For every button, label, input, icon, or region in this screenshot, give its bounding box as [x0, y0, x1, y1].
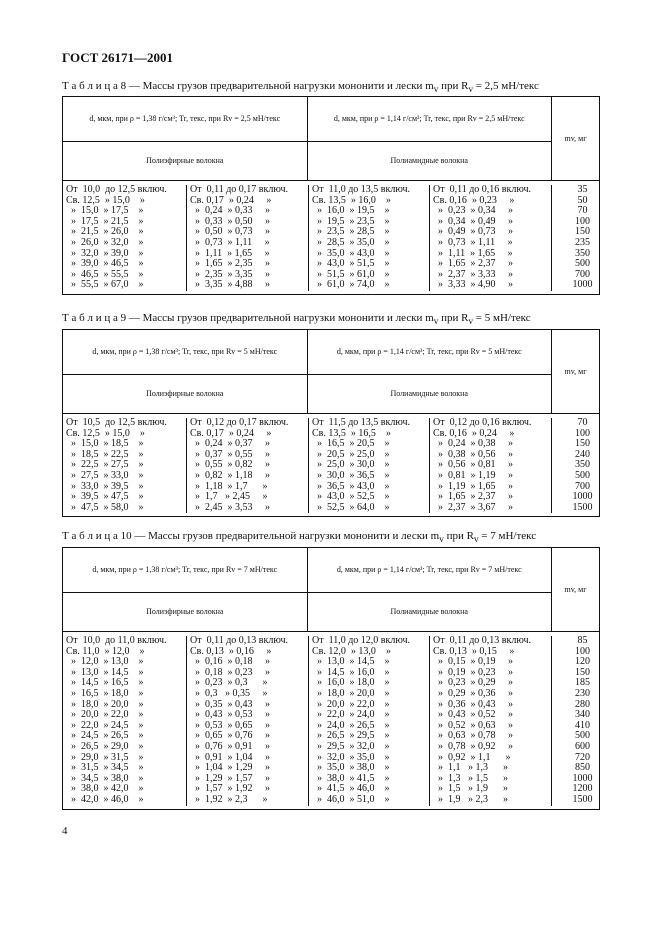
table-cell: » 25,0 » 30,0 »	[312, 459, 390, 471]
page-number: 4	[62, 825, 68, 837]
table-cell: » 1,5 » 1,9 »	[433, 783, 508, 795]
table-cell: » 20,0 » 22,0 »	[66, 709, 144, 721]
table-cell: 1000	[572, 491, 593, 503]
table-cell: 235	[575, 236, 590, 248]
table-cell: 35	[577, 184, 588, 195]
table-cell: От 0,11 до 0,17 включ.	[190, 184, 288, 195]
table-cell: 1000	[572, 279, 593, 291]
table-cell: Св. 0,17 » 0,24 »	[190, 194, 272, 206]
table-cell: 150	[575, 438, 590, 450]
table-cell: » 22,0 » 24,0 »	[312, 709, 390, 721]
table-cell: » 22,0 » 24,5 »	[66, 719, 144, 731]
column-polyester-diameter	[63, 418, 186, 513]
table-cell: 1500	[572, 793, 593, 805]
table-cell: » 0,29 » 0,36 »	[433, 687, 513, 699]
table-cell: » 0,19 » 0,23 »	[433, 666, 513, 678]
table-cell: » 0,15 » 0,19 »	[433, 656, 513, 668]
table-cell: » 41,5 » 46,0 »	[312, 783, 390, 795]
table-cell: 700	[575, 480, 590, 492]
column-polyester-diameter	[63, 185, 186, 291]
table-cell: 500	[575, 469, 590, 481]
table-cell: » 0,36 » 0,43 »	[433, 698, 513, 710]
table-cell: » 19,5 » 23,5 »	[312, 215, 390, 227]
table-caption: Т а б л и ц а 8 — Массы грузов предварительной нагрузки мононити и лески $m_v$ при $R_v = 2,5$ мН/текс	[62, 80, 539, 95]
table-cell: От 11,0 до 12,0 включ.	[312, 635, 410, 646]
table-cell: » 2,37 » 3,33 »	[433, 268, 513, 280]
table-cell: » 43,0 » 51,5 »	[312, 258, 390, 270]
table-cell: » 28,5 » 35,0 »	[312, 236, 390, 248]
table-cell: » 0,24 » 0,37 »	[190, 438, 270, 450]
table-header	[63, 97, 599, 181]
table-cell: 230	[575, 687, 590, 699]
table-cell: » 0,91 » 1,04 »	[190, 751, 270, 763]
table-cell: 280	[575, 698, 590, 710]
table-cell: » 36,5 » 43,0 »	[312, 480, 390, 492]
table-cell: » 0,43 » 0,53 »	[190, 709, 270, 721]
table-cell: » 0,78 » 0,92 »	[433, 740, 513, 752]
table-cell: » 1,11 » 1,65 »	[190, 247, 270, 259]
table-cell: 410	[575, 719, 590, 731]
table-cell: 1000	[572, 772, 593, 784]
table-cell: » 46,5 » 55,5 »	[66, 268, 144, 280]
header-polyester-group: Полиэфирные волокна	[146, 389, 224, 399]
table-cell: » 31,5 » 34,5 »	[66, 762, 144, 774]
table-cell: » 17,5 » 21,5 »	[66, 215, 144, 227]
table-cell: » 0,24 » 0,33 »	[190, 205, 270, 217]
table-cell: » 0,55 » 0,82 »	[190, 459, 270, 471]
document-title: ГОСТ 26171—2001	[62, 50, 174, 65]
column-polyester-diameter	[63, 636, 186, 806]
table-cell: » 52,5 » 64,0 »	[312, 501, 390, 513]
column-polyester-tex	[186, 418, 308, 513]
table-cell: » 0,23 » 0,29 »	[433, 677, 513, 689]
table-cell: » 1,04 » 1,29 »	[190, 762, 270, 774]
table-cell: 600	[575, 740, 590, 752]
table-cell: » 35,0 » 38,0 »	[312, 762, 390, 774]
table-cell: 70	[577, 205, 588, 217]
table-cell: » 3,33 » 4,90 »	[433, 279, 513, 291]
table-cell: » 47,5 » 58,0 »	[66, 501, 144, 513]
header-polyester-group: Полиэфирные волокна	[146, 607, 224, 617]
header-mass: mv, мг	[551, 548, 599, 631]
table-cell: » 0,3 » 0,35 »	[190, 687, 268, 699]
table-cell: » 61,0 » 74,0 »	[312, 279, 390, 291]
header-mass: mv, мг	[551, 330, 599, 413]
table-cell: Св. 11,0 » 12,0 »	[66, 645, 145, 657]
column-polyamide-diameter	[308, 418, 429, 513]
header-polyester-params: d, мкм, при ρ = 1,38 г/см³; Tr, текс, при Rv = 7 мН/текс	[92, 565, 278, 575]
column-mass	[551, 418, 599, 513]
table-cell: » 0,56 » 0,81 »	[433, 459, 513, 471]
table-cell: Св. 0,13 » 0,16 »	[190, 645, 272, 657]
table-cell: Св. 0,17 » 0,24 »	[190, 427, 272, 439]
table-cell: 120	[575, 656, 590, 668]
table-header	[63, 548, 599, 632]
table-cell: » 1,65 » 2,37 »	[433, 491, 513, 503]
table-cell: От 0,11 до 0,13 включ.	[433, 635, 531, 646]
table-cell: » 13,0 » 14,5 »	[66, 666, 144, 678]
table-cell: Св. 12,5 » 15,0 »	[66, 427, 145, 439]
table-cell: От 0,11 до 0,13 включ.	[190, 635, 288, 646]
table-cell: » 0,53 » 0,65 »	[190, 719, 270, 731]
table-cell: » 14,5 » 16,0 »	[312, 666, 390, 678]
table-cell: » 15,0 » 17,5 »	[66, 205, 144, 217]
table-cell: » 0,49 » 0,73 »	[433, 226, 513, 238]
table-cell: » 0,23 » 0,34 »	[433, 205, 513, 217]
table-cell: 100	[575, 427, 590, 439]
table-cell: » 18,5 » 22,5 »	[66, 448, 144, 460]
table-cell: » 1,11 » 1,65 »	[433, 247, 513, 259]
column-polyamide-tex	[429, 185, 551, 291]
table-cell: » 1,29 » 1,57 »	[190, 772, 270, 784]
table-cell: » 26,5 » 29,5 »	[312, 730, 390, 742]
table-cell: От 10,0 до 12,5 включ.	[66, 184, 167, 195]
table-cell: » 0,73 » 1,11 »	[433, 236, 513, 248]
table-cell: 1500	[572, 501, 593, 513]
table-cell: » 34,5 » 38,0 »	[66, 772, 144, 784]
table-cell: 240	[575, 448, 590, 460]
table-cell: » 0,92 » 1,1 »	[433, 751, 511, 763]
table-cell: » 55,5 » 67,0 »	[66, 279, 144, 291]
table-cell: 1200	[572, 783, 593, 795]
table-body	[63, 632, 599, 809]
column-polyamide-tex	[429, 636, 551, 806]
table-cell: » 13,0 » 14,5 »	[312, 656, 390, 668]
table-cell: » 12,0 » 13,0 »	[66, 656, 144, 668]
table-cell: » 15,0 » 18,5 »	[66, 438, 144, 450]
table-cell: » 0,82 » 1,18 »	[190, 469, 270, 481]
table-cell: » 29,0 » 31,5 »	[66, 751, 144, 763]
table-cell: » 24,5 » 26,5 »	[66, 730, 144, 742]
table-cell: » 29,5 » 32,0 »	[312, 740, 390, 752]
table-cell: » 20,5 » 25,0 »	[312, 448, 390, 460]
table-cell: » 38,0 » 42,0 »	[66, 783, 144, 795]
header-mass: mv, мг	[551, 97, 599, 180]
table-cell: 150	[575, 226, 590, 238]
header-polyester-params: d, мкм, при ρ = 1,38 г/см³; Tr, текс, при Rv = 2,5 мН/текс	[89, 114, 281, 124]
table-cell: » 1,65 » 2,35 »	[190, 258, 270, 270]
table-cell: » 26,0 » 32,0 »	[66, 236, 144, 248]
table-cell: » 0,18 » 0,23 »	[190, 666, 270, 678]
table-cell: 500	[575, 730, 590, 742]
table-cell: » 30,0 » 36,5 »	[312, 469, 390, 481]
table-cell: » 1,3 » 1,5 »	[433, 772, 508, 784]
table-cell: » 0,76 » 0,91 »	[190, 740, 270, 752]
header-polyamide-params: d, мкм, при ρ = 1,14 г/см³; Tr, текс, при Rv = 5 мН/текс	[307, 330, 552, 374]
table-body	[63, 414, 599, 516]
table-cell: 100	[575, 645, 590, 657]
header-polyamide-group: Полиамидные волокна	[307, 142, 552, 180]
table-cell: Св. 13,5 » 16,0 »	[312, 194, 391, 206]
table-cell: » 32,0 » 39,0 »	[66, 247, 144, 259]
table-cell: 185	[575, 677, 590, 689]
table-cell: » 14,5 » 16,5 »	[66, 677, 144, 689]
column-polyamide-tex	[429, 418, 551, 513]
column-mass	[551, 185, 599, 291]
table-cell: Св. 12,0 » 13,0 »	[312, 645, 391, 657]
table-cell: 100	[575, 215, 590, 227]
table-cell: » 39,5 » 47,5 »	[66, 491, 144, 503]
table-cell: 50	[577, 194, 588, 206]
table-cell: » 0,73 » 1,11 »	[190, 236, 270, 248]
table-cell: » 1,92 » 2,3 »	[190, 793, 268, 805]
column-polyester-tex	[186, 636, 308, 806]
table-cell: От 11,0 до 13,5 включ.	[312, 184, 410, 195]
data-table	[62, 547, 600, 810]
table-cell: » 0,34 » 0,49 »	[433, 215, 513, 227]
table-cell: » 18,0 » 20,0 »	[66, 698, 144, 710]
table-cell: 720	[575, 751, 590, 763]
table-cell: » 0,35 » 0,43 »	[190, 698, 270, 710]
table-cell: » 33,0 » 39,5 »	[66, 480, 144, 492]
table-cell: » 21,5 » 26,0 »	[66, 226, 144, 238]
header-polyamide-group: Полиамидные волокна	[307, 593, 552, 631]
table-cell: » 0,23 » 0,3 »	[190, 677, 268, 689]
table-cell: 700	[575, 268, 590, 280]
table-caption: Т а б л и ц а 10 — Массы грузов предварительной нагрузки мононити и лески $m_v$ при $R_v = 7$ мН/текс	[62, 530, 537, 545]
table-cell: » 16,5 » 18,0 »	[66, 687, 144, 699]
table-cell: » 0,81 » 1,19 »	[433, 469, 513, 481]
column-polyester-tex	[186, 185, 308, 291]
header-polyamide-params: d, мкм, при ρ = 1,14 г/см³; Tr, текс, при Rv = 7 мН/текс	[307, 548, 552, 592]
column-mass	[551, 636, 599, 806]
table-cell: » 23,5 » 28,5 »	[312, 226, 390, 238]
table-cell: » 16,5 » 20,5 »	[312, 438, 390, 450]
table-cell: » 0,50 » 0,73 »	[190, 226, 270, 238]
table-cell: » 24,0 » 26,5 »	[312, 719, 390, 731]
table-cell: » 0,16 » 0,18 »	[190, 656, 270, 668]
table-cell: » 0,65 » 0,76 »	[190, 730, 270, 742]
table-cell: » 18,0 » 20,0 »	[312, 687, 390, 699]
table-cell: » 0,43 » 0,52 »	[433, 709, 513, 721]
header-polyamide-params: d, мкм, при ρ = 1,14 г/см³; Tr, текс, при Rv = 2,5 мН/текс	[307, 97, 552, 141]
table-cell: » 0,63 » 0,78 »	[433, 730, 513, 742]
table-cell: » 1,7 » 2,45 »	[190, 491, 268, 503]
table-cell: » 0,33 » 0,50 »	[190, 215, 270, 227]
table-cell: » 16,0 » 18,0 »	[312, 677, 390, 689]
table-cell: » 0,24 » 0,38 »	[433, 438, 513, 450]
table-cell: » 1,57 » 1,92 »	[190, 783, 270, 795]
table-cell: 500	[575, 258, 590, 270]
table-cell: » 16,0 » 19,5 »	[312, 205, 390, 217]
table-cell: » 1,1 » 1,3 »	[433, 762, 508, 774]
table-cell: » 38,0 » 41,5 »	[312, 772, 390, 784]
table-cell: 150	[575, 666, 590, 678]
table-cell: » 1,18 » 1,7 »	[190, 480, 268, 492]
header-polyamide-group: Полиамидные волокна	[307, 375, 552, 413]
table-cell: » 51,5 » 61,0 »	[312, 268, 390, 280]
table-caption: Т а б л и ц а 9 — Массы грузов предварительной нагрузки мононити и лески $m_v$ при $R_v = 5$ мН/текс	[62, 312, 531, 327]
table-cell: 350	[575, 247, 590, 259]
table-cell: » 39,0 » 46,5 »	[66, 258, 144, 270]
table-cell: » 0,38 » 0,56 »	[433, 448, 513, 460]
table-cell: От 0,11 до 0,16 включ.	[433, 184, 531, 195]
table-cell: От 10,0 до 11,0 включ.	[66, 635, 167, 646]
table-cell: » 1,65 » 2,37 »	[433, 258, 513, 270]
data-table	[62, 96, 600, 295]
table-cell: От 0,12 до 0,16 включ.	[433, 417, 532, 428]
data-table	[62, 329, 600, 517]
table-cell: » 26,5 » 29,0 »	[66, 740, 144, 752]
table-cell: От 10,5 до 12,5 включ.	[66, 417, 167, 428]
table-cell: » 2,45 » 3,53 »	[190, 501, 270, 513]
table-body	[63, 181, 599, 294]
table-cell: » 20,0 » 22,0 »	[312, 698, 390, 710]
table-cell: Св. 12,5 » 15,0 »	[66, 194, 145, 206]
table-cell: 340	[575, 709, 590, 721]
table-cell: » 2,35 » 3,35 »	[190, 268, 270, 280]
table-cell: » 1,19 » 1,65 »	[433, 480, 513, 492]
table-cell: » 43,0 » 52,5 »	[312, 491, 390, 503]
column-polyamide-diameter	[308, 636, 429, 806]
table-cell: 70	[577, 417, 588, 428]
table-cell: От 0,12 до 0,17 включ.	[190, 417, 289, 428]
table-cell: » 35,0 » 43,0 »	[312, 247, 390, 259]
table-cell: Св. 0,16 » 0,23 »	[433, 194, 515, 206]
table-cell: 850	[575, 762, 590, 774]
table-cell: Св. 0,13 » 0,15 »	[433, 645, 515, 657]
table-cell: » 2,37 » 3,67 »	[433, 501, 513, 513]
table-cell: » 46,0 » 51,0 »	[312, 793, 390, 805]
table-cell: Св. 0,16 » 0,24 »	[433, 427, 515, 439]
table-cell: » 32,0 » 35,0 »	[312, 751, 390, 763]
header-polyester-group: Полиэфирные волокна	[146, 156, 224, 166]
table-cell: » 0,37 » 0,55 »	[190, 448, 270, 460]
table-cell: » 1,9 » 2,3 »	[433, 793, 508, 805]
table-cell: 350	[575, 459, 590, 471]
column-polyamide-diameter	[308, 185, 429, 291]
table-header	[63, 330, 599, 414]
table-cell: Св. 13,5 » 16,5 »	[312, 427, 391, 439]
table-cell: » 27,5 » 33,0 »	[66, 469, 144, 481]
table-cell: » 3,35 » 4,88 »	[190, 279, 270, 291]
header-polyester-params: d, мкм, при ρ = 1,38 г/см³; Tr, текс, при Rv = 5 мН/текс	[92, 347, 278, 357]
table-cell: » 0,52 » 0,63 »	[433, 719, 513, 731]
table-cell: » 42,0 » 46,0 »	[66, 793, 144, 805]
table-cell: 85	[577, 635, 588, 646]
table-cell: От 11,5 до 13,5 включ.	[312, 417, 410, 428]
table-cell: » 22,5 » 27,5 »	[66, 459, 144, 471]
